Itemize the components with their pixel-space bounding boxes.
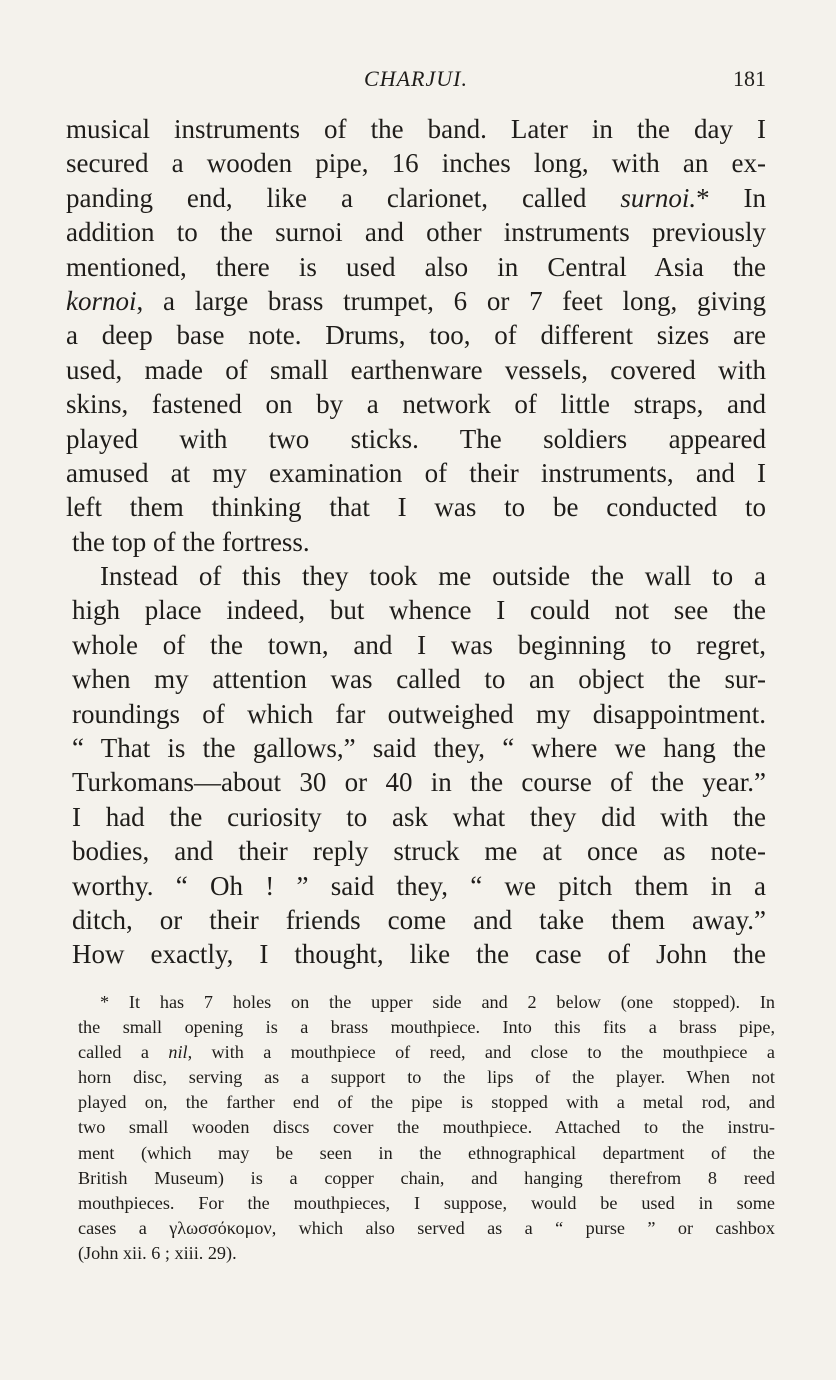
body-line: “ That is the gallows,” said they, “ where we hang the [72, 733, 766, 764]
body-line: high place indeed, but whence I could not see the [72, 595, 766, 626]
footnote-line: horn disc, serving as a support to the lips of the player. When not [78, 1067, 775, 1088]
body-line: when my attention was called to an object the sur- [72, 664, 766, 695]
footnote-line: cases a γλωσσόκομον, which also served as a “ purse ” or cashbox [78, 1217, 775, 1238]
body-line: whole of the town, and I was beginning to regret, [72, 629, 766, 660]
body-line: Instead of this they took me outside the wall to a [100, 561, 766, 592]
body-line: panding end, like a clarionet, called surnoi.* In [66, 182, 766, 213]
body-line: used, made of small earthenware vessels, covered with [66, 354, 766, 385]
running-title: CHARJUI. [364, 66, 468, 91]
body-line: amused at my examination of their instruments, and I [66, 457, 766, 488]
body-line: mentioned, there is used also in Central Asia the [66, 251, 766, 282]
running-head [66, 66, 766, 98]
body-line: roundings of which far outweighed my disappointment. [72, 698, 766, 729]
body-line: kornoi, a large brass trumpet, 6 or 7 feet long, giving [66, 285, 766, 316]
body-line: left them thinking that I was to be conducted to [66, 492, 766, 523]
body-line: musical instruments of the band. Later in the day I [66, 114, 766, 144]
body-line: I had the curiosity to ask what they did with the [72, 801, 766, 832]
body-line: ditch, or their friends come and take them away.” [72, 904, 766, 935]
body-line: How exactly, I thought, like the case of John the [72, 939, 766, 970]
page-number: 181 [733, 66, 766, 91]
footnote [78, 990, 775, 1266]
body-line: secured a wooden pipe, 16 inches long, with an ex- [66, 148, 766, 179]
body-line: Turkomans—about 30 or 40 in the course of the year.” [72, 767, 766, 798]
footnote-line: mouthpieces. For the mouthpieces, I suppose, would be used in some [78, 1192, 775, 1213]
footnote-line: ment (which may be seen in the ethnographical department of the [78, 1142, 775, 1163]
footnote-line: played on, the farther end of the pipe is stopped with a metal rod, and [78, 1092, 775, 1113]
body-line: the top of the fortress. [72, 526, 310, 557]
body-line: worthy. “ Oh ! ” said they, “ we pitch them in a [72, 870, 766, 901]
footnote-line: * It has 7 holes on the upper side and 2 below (one stopped). In [100, 992, 775, 1012]
main-text [66, 112, 766, 972]
body-line: a deep base note. Drums, too, of different sizes are [66, 320, 766, 351]
footnote-line: two small wooden discs cover the mouthpiece. Attached to the instru- [78, 1117, 775, 1138]
body-line: bodies, and their reply struck me at once as note- [72, 836, 766, 867]
body-line: skins, fastened on by a network of little straps, and [66, 389, 766, 420]
footnote-line: British Museum) is a copper chain, and hanging therefrom 8 reed [78, 1167, 775, 1188]
footnote-line: (John xii. 6 ; xiii. 29). [78, 1242, 237, 1263]
body-line: played with two sticks. The soldiers appeared [66, 423, 766, 454]
footnote-line: called a nil, with a mouthpiece of reed, and close to the mouthpiece a [78, 1042, 775, 1063]
body-line: addition to the surnoi and other instruments previously [66, 217, 766, 248]
footnote-line: the small opening is a brass mouthpiece. Into this fits a brass pipe, [78, 1017, 775, 1038]
